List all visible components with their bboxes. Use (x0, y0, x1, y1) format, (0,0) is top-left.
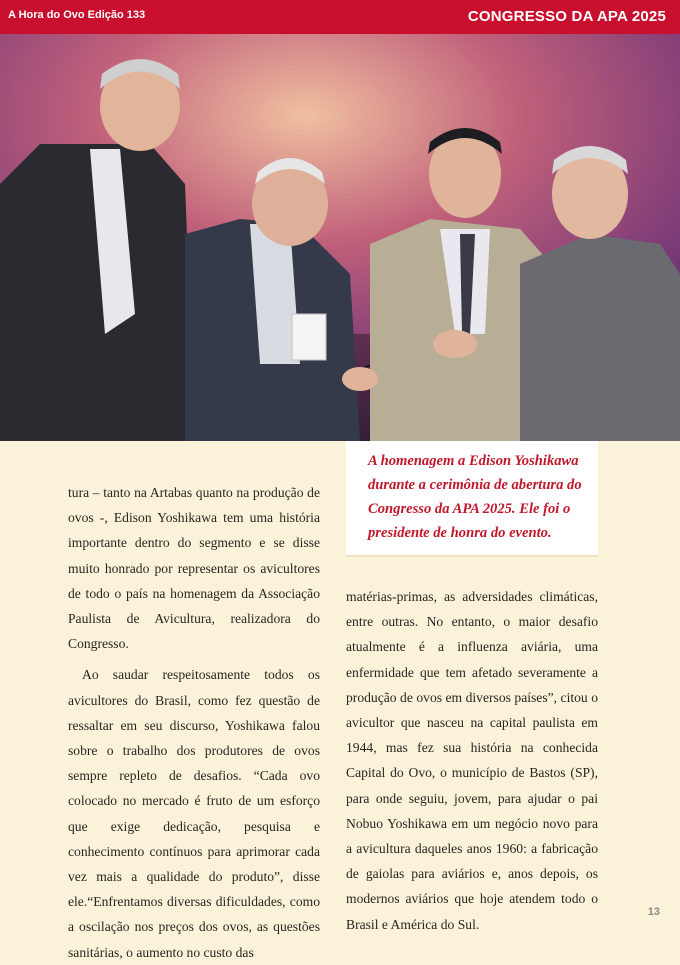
article-paragraph: Ao saudar respeitosamente todos os avicultores do Brasil, como fez questão de ressaltar em seu discurso, Yoshikawa falou sobre o trabalho dos produtores de ovos sempre repleto de desafios. “Cada ovo colocado no mercado é fruto de um esforço que exige dedicação, pesquisa e conhecimento contínuos para aprimorar cada vez mais a qualidade do produto”, disse ele.“Enfrentamos diversas dificuldades, como a oscilação nos preços dos ovos, as questões sanitárias, o aumento no custo das (68, 667, 320, 960)
article-paragraph: tura – tanto na Artabas quanto na produção de ovos -, Edison Yoshikawa tem uma história importante dentro do segmento e se disse muito honrado por representar os avicultores de todo o país na homenagem da Associação Paulista de Avicultura, realizadora do Congresso. (68, 485, 320, 652)
issue-label: A Hora do Ovo Edição 133 (8, 9, 146, 21)
article-column-1 (68, 480, 320, 965)
ceremony-photo (0, 34, 680, 441)
photo-illustration (0, 34, 680, 441)
photo-caption (346, 441, 598, 557)
page-number: 13 (647, 906, 660, 918)
caption-text: A homenagem a Edison Yoshikawa durante a cerimônia de abertura do Congresso da APA 2025. Ele foi o presidente de honra do evento. (368, 453, 582, 541)
article-column-2 (346, 584, 598, 937)
page-header (0, 0, 680, 34)
section-title: CONGRESSO DA APA 2025 (467, 8, 666, 25)
article-paragraph: matérias-primas, as adversidades climáticas, entre outras. No entanto, o maior desafio atualmente é a influenza aviária, uma enfermidade que tem afetado severamente a produção de ovos em diversos países”, citou o avicultor que nasceu na capital paulista em 1944, mas fez sua história na conhecida Capital do Ovo, o município de Bastos (SP), para onde seguiu, jovem, para ajudar o pai Nobuo Yoshikawa em um negócio novo para a avicultura daqueles anos 1960: a fabricação de gaiolas para aviários e, anos depois, os modernos aviários que hoje atendem todo o Brasil e América do Sul. (346, 589, 598, 932)
